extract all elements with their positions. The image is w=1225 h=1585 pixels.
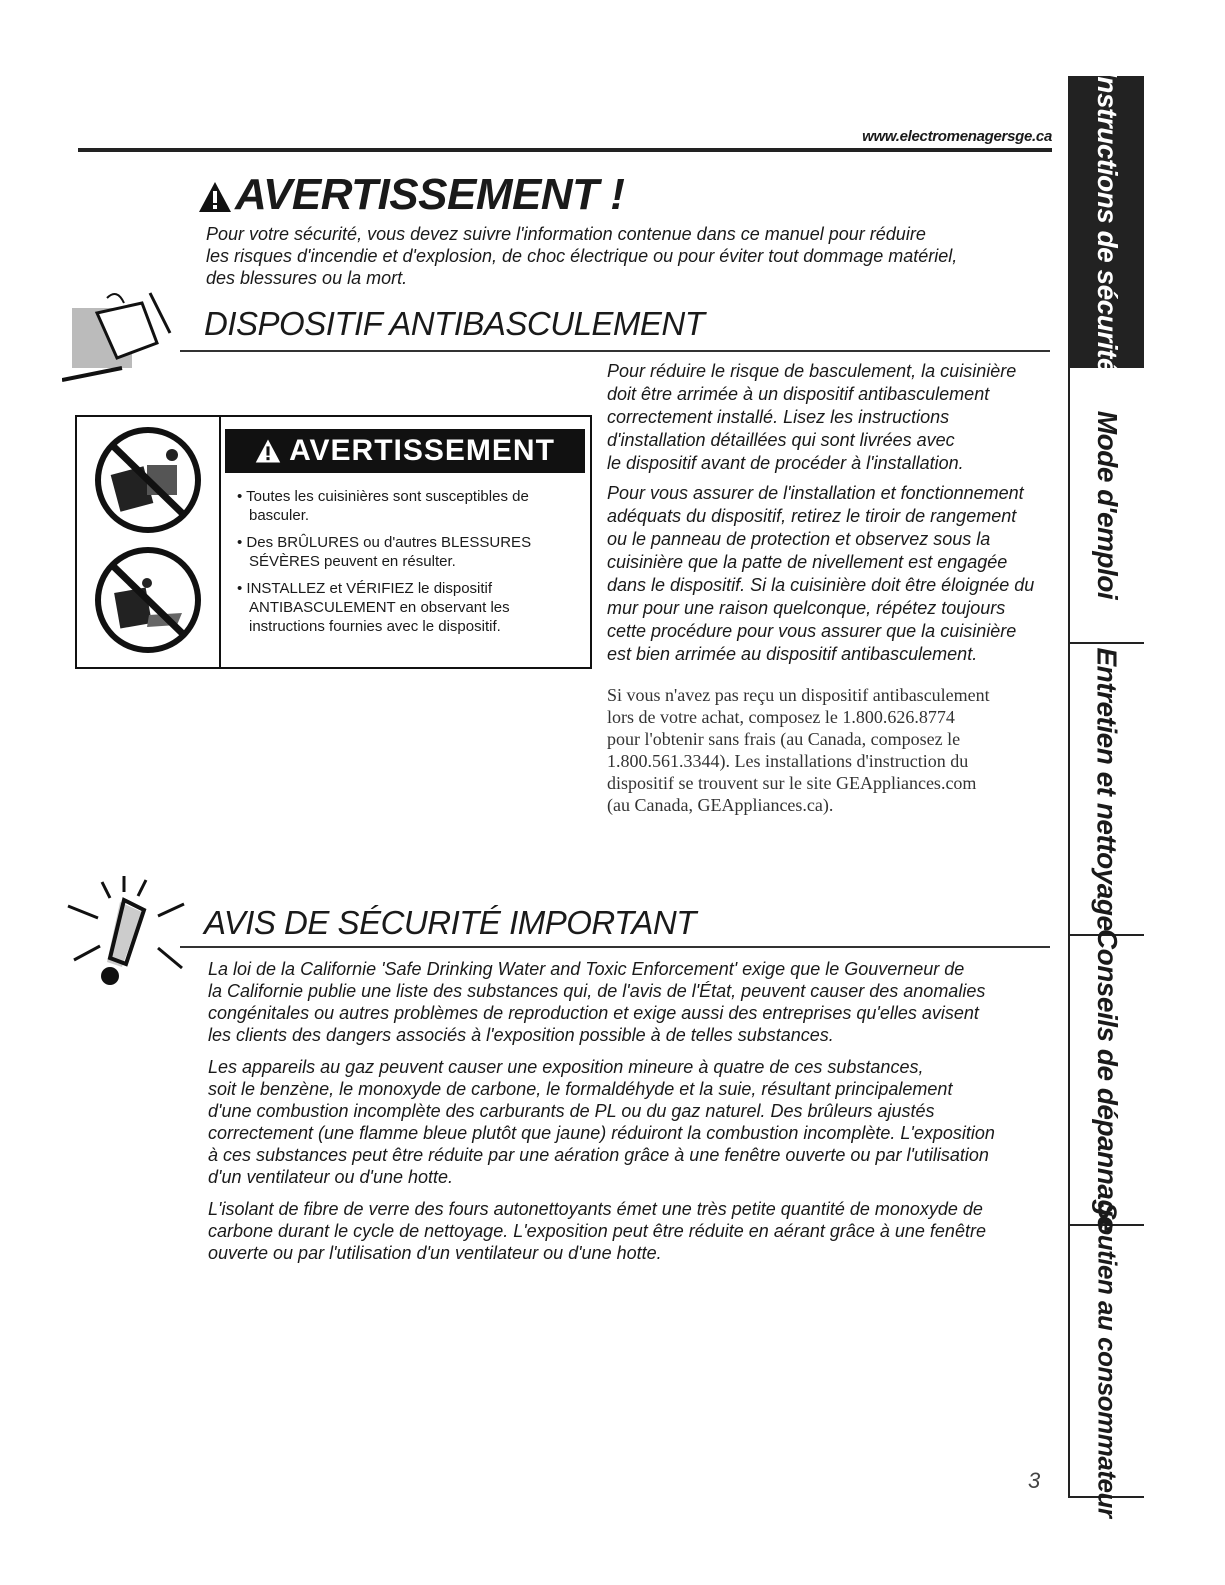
tab-label: Mode d'emploi	[1092, 410, 1124, 600]
text-line: d'installation détaillées qui sont livrées avec	[607, 430, 955, 450]
text-line: Les appareils au gaz peuvent causer une exposition mineure à quatre de ces substances,	[208, 1057, 924, 1077]
text-line: correctement installé. Lisez les instructions	[607, 407, 950, 427]
warning-banner	[225, 429, 585, 473]
text-line: est bien arrimée au dispositif antibasculement.	[607, 644, 978, 664]
antitip-paragraph-2	[607, 482, 1047, 666]
list-item: • Toutes les cuisinières sont susceptibles de basculer.	[237, 487, 582, 525]
range-bracket-illustration-icon	[62, 288, 182, 388]
tab-entretien-et-nettoyage[interactable]	[1070, 644, 1144, 936]
text-line: cette procédure pour vous assurer que la cuisinière	[607, 621, 1017, 641]
text-line: à ces substances peut être réduite par une aération grâce à une fenêtre ouverte ou par l'utilisation	[208, 1145, 989, 1165]
safety-alert-icon	[62, 872, 192, 992]
notice-paragraph-2	[208, 1056, 1048, 1188]
antitip-paragraph-3	[607, 684, 1047, 816]
text-line: dans le dispositif. Si la cuisinière doit être éloignée du	[607, 575, 1035, 595]
warning-intro-line: des blessures ou la mort.	[206, 268, 408, 288]
text-line: ouverte ou par l'utilisation d'un ventilateur ou d'une hotte.	[208, 1243, 662, 1263]
no-sitting-on-door-icon	[87, 545, 209, 655]
warning-intro-line: Pour votre sécurité, vous devez suivre l'information contenue dans ce manuel pour réduire	[206, 224, 926, 244]
section-tabs	[1068, 69, 1144, 1518]
antitip-section-title: DISPOSITIF ANTIBASCULEMENT	[204, 305, 705, 342]
text-line: la Californie publie une liste des substances qui, de l'avis de l'État, peuvent causer des anomalies	[208, 981, 986, 1001]
notice-paragraph-3	[208, 1198, 1048, 1264]
no-climbing-on-door-icon	[87, 425, 209, 535]
tab-conseils-de-depannage[interactable]	[1070, 928, 1144, 1232]
list-item: • INSTALLEZ et VÉRIFIEZ le dispositif ANTIBASCULEMENT en observant les instructions fournies avec le dispositif.	[237, 579, 582, 636]
tab-label: Instructions de sécurité	[1092, 69, 1123, 373]
antitip-warning-box	[75, 415, 592, 669]
text-line: Si vous n'avez pas reçu un dispositif antibasculement	[607, 685, 990, 705]
tab-mode-d-emploi[interactable]	[1070, 368, 1144, 644]
tab-label: Conseils de dépannage	[1092, 928, 1123, 1232]
tab-label: Entretien et nettoyage	[1092, 647, 1123, 931]
text-line: cuisinière que la patte de nivellement est engagée	[607, 552, 1008, 572]
text-line: d'un ventilateur ou d'une hotte.	[208, 1167, 454, 1187]
warning-title: AVERTISSEMENT !	[235, 170, 625, 219]
warning-heading	[198, 170, 624, 220]
text-line: (au Canada, GEAppliances.ca).	[607, 795, 834, 815]
text-line: le dispositif avant de procéder à l'installation.	[607, 453, 964, 473]
text-line: mur pour une raison quelconque, répétez toujours	[607, 598, 1006, 618]
text-line: adéquats du dispositif, retirez le tiroir de rangement	[607, 506, 1017, 526]
tab-label: Soutien au consommateur	[1092, 1202, 1122, 1518]
text-line: congénitales ou autres problèmes de reproduction et exige aussi des entreprises qu'elles avisent	[208, 1003, 979, 1023]
text-line: doit être arrimée à un dispositif antibasculement	[607, 384, 990, 404]
warning-bullet-list	[237, 487, 582, 644]
text-line: les clients des dangers associés à l'exposition possible à de telles substances.	[208, 1025, 834, 1045]
antitip-text-column	[607, 360, 1047, 673]
box-divider	[219, 417, 221, 667]
text-line: ou le panneau de protection et observez sous la	[607, 529, 991, 549]
header-rule	[78, 148, 1052, 152]
text-line: Pour réduire le risque de basculement, la cuisinière	[607, 361, 1017, 381]
page-number: 3	[1028, 1468, 1041, 1493]
antitip-paragraph-1	[607, 360, 1047, 475]
antitip-rule	[180, 350, 1050, 352]
text-line: carbone durant le cycle de nettoyage. L'exposition peut être réduite en aérant grâce à une fenêtre	[208, 1221, 986, 1241]
text-line: correctement (une flamme bleue plutôt que jaune) réduiront la combustion incomplète. L'exposition	[208, 1123, 995, 1143]
warning-triangle-icon	[198, 180, 232, 214]
text-line: pour l'obtenir sans frais (au Canada, composez le	[607, 729, 961, 749]
warning-intro	[206, 223, 1036, 289]
notice-text	[208, 958, 1048, 1274]
text-line: La loi de la Californie 'Safe Drinking Water and Toxic Enforcement' exige que le Gouverneur de	[208, 959, 965, 979]
text-line: Pour vous assurer de l'installation et fonctionnement	[607, 483, 1024, 503]
text-line: L'isolant de fibre de verre des fours autonettoyants émet une très petite quantité de monoxyde de	[208, 1199, 983, 1219]
tab-instructions-de-securite[interactable]	[1070, 69, 1144, 373]
warning-intro-line: les risques d'incendie et d'explosion, de choc électrique ou pour éviter tout dommage matériel,	[206, 246, 958, 266]
text-line: 1.800.561.3344). Les installations d'instruction du	[607, 751, 969, 771]
text-line: soit le benzène, le monoxyde de carbone, le formaldéhyde et la suie, résultant principalement	[208, 1079, 953, 1099]
notice-paragraph-1	[208, 958, 1048, 1046]
text-line: d'une combustion incomplète des carburants de PL ou du gaz naturel. Des brûleurs ajustés	[208, 1101, 935, 1121]
notice-section-title: AVIS DE SÉCURITÉ IMPORTANT	[204, 904, 696, 941]
text-line: lors de votre achat, composez le 1.800.626.8774	[607, 707, 955, 727]
list-item: • Des BRÛLURES ou d'autres BLESSURES SÉVÈRES peuvent en résulter.	[237, 533, 582, 571]
text-line: dispositif se trouvent sur le site GEAppliances.com	[607, 773, 977, 793]
tab-soutien-au-consommateur[interactable]	[1070, 1202, 1144, 1518]
website-url: www.electromenagersge.ca	[862, 128, 1052, 145]
warning-triangle-icon	[255, 438, 281, 464]
warning-banner-label: AVERTISSEMENT	[289, 434, 555, 467]
notice-rule	[180, 946, 1050, 948]
